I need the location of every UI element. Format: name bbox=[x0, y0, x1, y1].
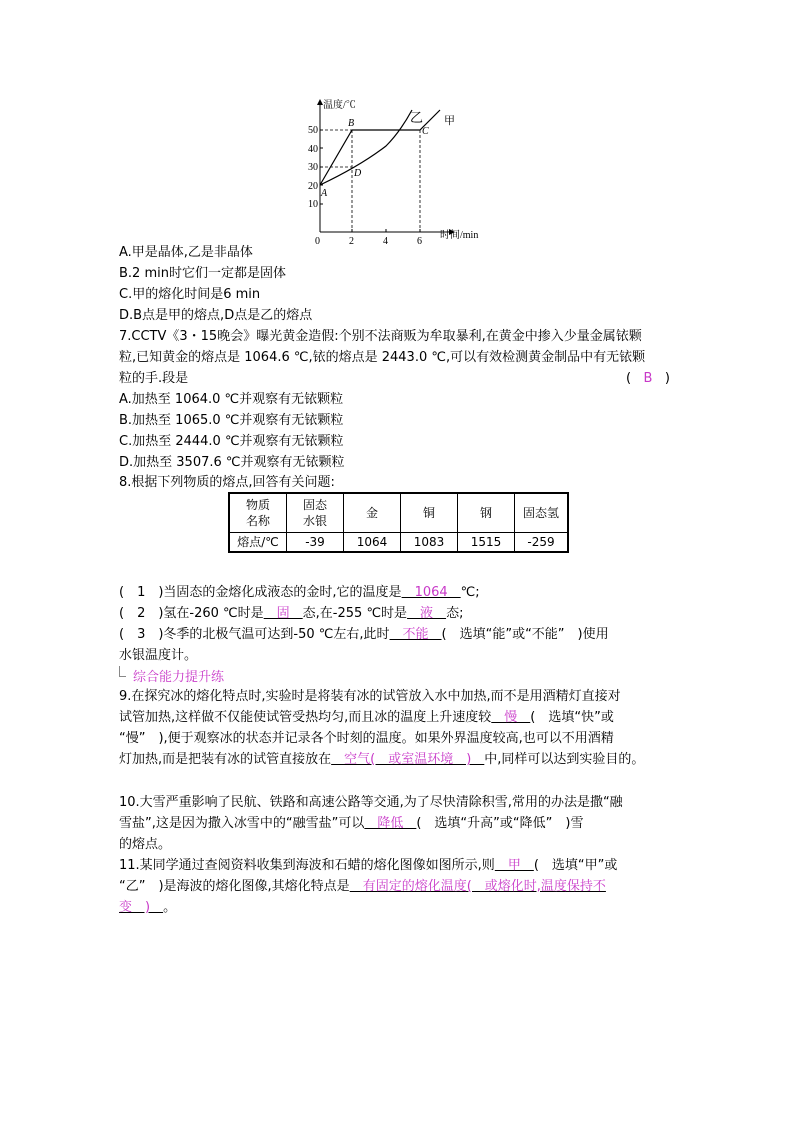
q8-sub2-answer1: 固 bbox=[263, 606, 303, 621]
svg-text:4: 4 bbox=[383, 236, 388, 246]
section-title: 综合能力提升练 bbox=[133, 670, 225, 685]
q11-line1: 11.某同学通过查阅资料收集到海波和石蜡的熔化图像如图所示,则 甲 ( 选填“甲”或 bbox=[119, 858, 618, 873]
svg-text:0: 0 bbox=[315, 236, 320, 246]
q7-stem-line3: 粒的手.段是 bbox=[119, 371, 189, 386]
svg-text:40: 40 bbox=[308, 144, 318, 155]
guide-lines bbox=[320, 130, 420, 232]
q6-option-d: D.B点是甲的熔点,D点是乙的熔点 bbox=[119, 308, 313, 323]
q6-option-b: B.2 min时它们一定都是固体 bbox=[119, 266, 286, 281]
q6-option-a: A.甲是晶体,乙是非晶体 bbox=[119, 245, 253, 260]
table-header-cell: 固态 水银 bbox=[287, 493, 344, 533]
q7-answer: ( B ) bbox=[626, 371, 670, 386]
q10-line2: 雪盐”,这是因为撒入冰雪中的“融雪盐”可以 降低 ( 选填“升高”或“降低” )雪 bbox=[119, 816, 584, 831]
table-header-cell: 钢 bbox=[458, 493, 515, 533]
q7-stem-line2: 粒,已知黄金的熔点是 1064.6 ℃,铱的熔点是 2443.0 ℃,可以有效检测黄金制品中有无铱颗 bbox=[119, 350, 646, 365]
melting-point-table bbox=[228, 492, 569, 553]
q9-line4: 灯加热,而是把装有冰的试管直接放在 空气( 或室温环境 ) 中,同样可以达到实验目的。 bbox=[119, 752, 645, 767]
table-row bbox=[229, 533, 568, 553]
table-row bbox=[229, 493, 568, 533]
q9-line1: 9.在探究冰的熔化特点时,实验时是将装有冰的试管放入水中加热,而不是用酒精灯直接对 bbox=[119, 689, 621, 704]
q6-option-c: C.甲的熔化时间是6 min bbox=[119, 287, 261, 302]
table-cell: 1515 bbox=[458, 533, 515, 553]
q8-sub2-answer2: 液 bbox=[407, 606, 447, 621]
q7-option-d: D.加热至 3507.6 ℃并观察有无铱颗粒 bbox=[119, 455, 345, 470]
q9-answer2: 空气( 或室温环境 ) bbox=[331, 752, 485, 767]
q9-line3: “慢” ),便于观察冰的状态并记录各个时刻的温度。如果外界温度较高,也可以不用酒精 bbox=[119, 731, 614, 746]
point-d: D bbox=[354, 168, 362, 179]
point-a: A bbox=[321, 188, 328, 199]
q8-sub1: ( 1 )当固态的金熔化成液态的金时,它的温度是 1064 ℃; bbox=[119, 585, 480, 600]
q7-option-c: C.加热至 2444.0 ℃并观察有无铱颗粒 bbox=[119, 434, 344, 449]
y-axis-label: 温度/℃ bbox=[323, 100, 356, 111]
q11-line3: 变 ) 。 bbox=[119, 900, 177, 915]
q11-answer1: 甲 bbox=[494, 858, 534, 873]
table-row-label: 熔点/℃ bbox=[229, 533, 287, 553]
q7-stem-line1: 7.CCTV《3・15晚会》曝光黄金造假:个别不法商贩为牟取暴利,在黄金中掺入少量金属铱颗 bbox=[119, 329, 642, 344]
svg-text:10: 10 bbox=[308, 199, 318, 210]
svg-text:6: 6 bbox=[417, 236, 422, 246]
table-cell: -259 bbox=[515, 533, 569, 553]
point-b: B bbox=[348, 118, 355, 129]
q8-sub3-line2: 水银温度计。 bbox=[119, 648, 198, 663]
q8-sub3: ( 3 )冬季的北极气温可达到-50 ℃左右,此时 不能 ( 选填“能”或“不能” )使用 bbox=[119, 627, 609, 642]
table-header-cell: 铜 bbox=[401, 493, 458, 533]
q7-option-b: B.加热至 1065.0 ℃并观察有无铱颗粒 bbox=[119, 413, 344, 428]
svg-text:20: 20 bbox=[308, 181, 318, 192]
table-cell: 1083 bbox=[401, 533, 458, 553]
table-cell: -39 bbox=[287, 533, 344, 553]
curve-yi bbox=[320, 110, 412, 185]
table-header-cell: 物质 名称 bbox=[229, 493, 287, 533]
q8-sub3-answer: 不能 bbox=[389, 627, 442, 642]
q8-sub2: ( 2 )氢在-260 ℃时是 固 态,在-255 ℃时是 液 态; bbox=[119, 606, 464, 621]
q9-line2: 试管加热,这样做不仅能使试管受热均匀,而且冰的温度上升速度较 慢 ( 选填“快”或 bbox=[119, 710, 614, 725]
q8-sub1-answer: 1064 bbox=[401, 585, 461, 600]
q11-answer2-cont: 变 ) bbox=[119, 900, 164, 915]
q7-option-a: A.加热至 1064.0 ℃并观察有无铱颗粒 bbox=[119, 392, 344, 407]
curve-label-yi: 乙 bbox=[410, 110, 424, 125]
q10-answer: 降低 bbox=[364, 816, 417, 831]
q8-stem: 8.根据下列物质的熔点,回答有关问题: bbox=[119, 475, 335, 490]
q9-answer1: 慢 bbox=[491, 710, 531, 725]
svg-text:2: 2 bbox=[349, 236, 354, 246]
curve-label-jia: 甲 bbox=[444, 115, 455, 127]
x-axis-label: 时间/min bbox=[440, 230, 479, 241]
q10-line3: 的熔点。 bbox=[119, 837, 172, 852]
q11-answer2: 有固定的熔化温度( 或熔化时,温度保持不 bbox=[349, 879, 606, 894]
svg-text:30: 30 bbox=[308, 162, 318, 173]
q10-line1: 10.大雪严重影响了民航、铁路和高速公路等交通,为了尽快清除积雪,常用的办法是撒“融 bbox=[119, 795, 623, 810]
q11-line2: “乙” )是海波的熔化图像,其熔化特点是 有固定的熔化温度( 或熔化时,温度保持不 bbox=[119, 879, 606, 894]
point-c: C bbox=[422, 126, 429, 137]
table-header-cell: 固态氢 bbox=[515, 493, 569, 533]
section-marker-icon bbox=[119, 666, 126, 677]
svg-text:50: 50 bbox=[308, 125, 318, 136]
melting-graph bbox=[300, 96, 500, 246]
table-header-cell: 金 bbox=[344, 493, 401, 533]
table-cell: 1064 bbox=[344, 533, 401, 553]
